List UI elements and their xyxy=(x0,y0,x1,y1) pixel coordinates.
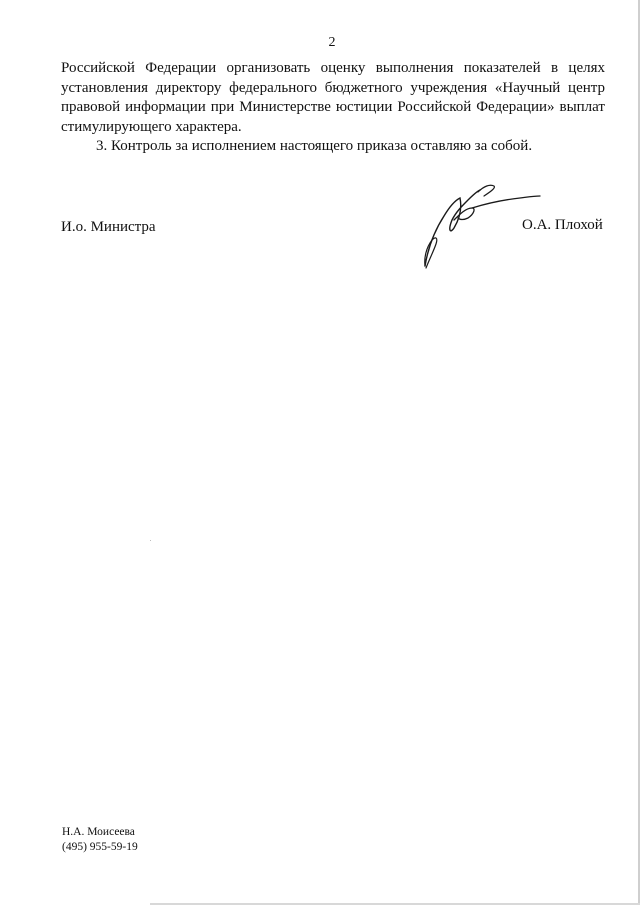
signature-stroke-lower xyxy=(425,238,437,268)
paragraph-control: 3. Контроль за исполнением настоящего приказа оставляю за собой. xyxy=(96,138,533,154)
signer-name: О.А. Плохой xyxy=(522,217,603,233)
signature-stroke-top xyxy=(478,185,494,196)
signer-role: И.о. Министра xyxy=(61,219,156,235)
scan-speck xyxy=(150,540,151,541)
signature-stroke-tail xyxy=(472,196,540,208)
paragraph-line: Российской Федерации организовать оценку выполнения показателей в целях xyxy=(61,60,605,76)
paragraph-line: правовой информации при Министерстве юстиции Российской Федерации» выплат xyxy=(61,99,605,115)
page-number: 2 xyxy=(328,35,336,50)
executor-name: Н.А. Моисеева xyxy=(62,826,135,838)
signature-stroke-loop xyxy=(454,208,474,220)
paragraph-line: стимулирующего характера. xyxy=(61,118,242,135)
document-body xyxy=(61,59,605,157)
signature-stroke-main xyxy=(425,190,480,266)
executor-phone: (495) 955-59-19 xyxy=(62,841,138,853)
paragraph-evaluation xyxy=(61,59,605,137)
paragraph-line: установления директору федерального бюджетного учреждения «Научный центр xyxy=(61,79,605,96)
executor-info xyxy=(62,825,138,855)
